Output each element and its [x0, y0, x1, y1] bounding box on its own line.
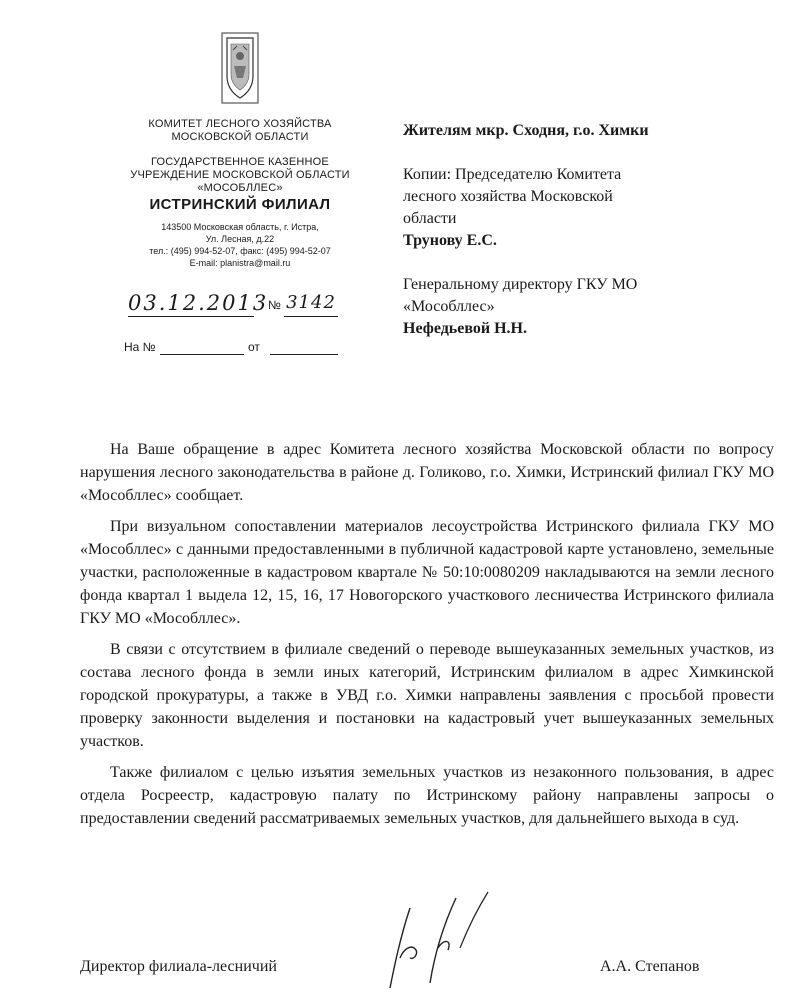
body-paragraph-3: В связи с отсутствием в филиале сведений о переводе вышеуказанных земельных участков, из состава лесного фонда в земли иных категорий, Истринским филиалом в адрес Химкинской городской прокуратуры, а также в УВД г.о. Химки направлены заявления с просьбой провести проверку законности выделения и постановки на кадастровый учет вышеуказанных земельных участков. — [80, 641, 774, 750]
branch-name: ИСТРИНСКИЙ ФИЛИАЛ — [149, 196, 331, 213]
phone-line: тел.: (495) 994-52-07, факс: (495) 994-52-07 — [149, 246, 331, 256]
institution-line-1: ГОСУДАРСТВЕННОЕ КАЗЕННОЕ — [151, 156, 329, 168]
handwritten-signature-icon — [360, 888, 510, 998]
registration-number: 3142 — [284, 290, 338, 317]
reference-line — [124, 340, 338, 356]
institution-line-2: УЧРЕЖДЕНИЕ МОСКОВСКОЙ ОБЛАСТИ — [130, 169, 350, 181]
director-line-1: Генеральному директору ГКУ МО — [403, 276, 638, 293]
committee-line-1: КОМИТЕТ ЛЕСНОГО ХОЗЯЙСТВА — [148, 118, 332, 130]
body-paragraph-4: Также филиалом с целью изъятия земельных участков из незаконного пользования, в адрес отдела Росреестр, кадастровую палату по Истринскому району направлены запросы о предоставлении сведений рассматриваемых земельных участков, для дальнейшего выхода в суд. — [80, 764, 774, 827]
director-name: Нефедьевой Н.Н. — [403, 320, 527, 337]
letterhead — [100, 32, 380, 269]
number-sign: № — [268, 298, 281, 312]
reference-number-blank — [160, 354, 244, 355]
copies-line-1: Копии: Председателю Комитета — [403, 166, 622, 183]
coat-of-arms-icon — [221, 32, 259, 104]
committee-line-2: МОСКОВСКОЙ ОБЛАСТИ — [171, 131, 309, 143]
copies-line-3: области — [403, 210, 457, 227]
institution-line-3: «МОСОБЛЛЕС» — [197, 182, 283, 194]
copies-name: Трунову Е.С. — [403, 232, 497, 249]
reference-date-blank — [270, 354, 338, 355]
addressee-residents: Жителям мкр. Сходня, г.о. Химки — [403, 122, 649, 139]
signatory-name: А.А. Степанов — [600, 958, 700, 975]
registration-line — [128, 290, 338, 318]
body-paragraph-1: На Ваше обращение в адрес Комитета лесного хозяйства Московской области по вопросу нарушения лесного законодательства в районе д. Голиково, г.о. Химки, Истринский филиал ГКУ МО «Мособллес» сообщает. — [80, 441, 774, 504]
letter-body — [80, 438, 774, 838]
reference-from-label: от — [248, 340, 260, 354]
email-line: E-mail: planistra@mail.ru — [189, 258, 291, 268]
director-line-2: «Мособллес» — [403, 298, 495, 315]
addressees — [403, 120, 783, 340]
director-block — [403, 274, 783, 340]
body-paragraph-2: При визуальном сопоставлении материалов лесоустройства Истринского филиала ГКУ МО «Мособллес» с данными предоставленными в публичной кадастровой карте установлено, земельные участки, расположенные в кадастровом квартале № 50:10:0080209 накладываются на земли лесного фонда квартал 1 выдела 12, 15, 16, 17 Новогорского участкового лесничества Истринского филиала ГКУ МО «Мособллес». — [80, 518, 774, 627]
reference-label: На № — [124, 340, 156, 354]
address-line-2: Ул. Лесная, д.22 — [205, 234, 275, 244]
signatory-title: Директор филиала-лесничий — [80, 958, 277, 975]
address-line-1: 143500 Московская область, г. Истра, — [161, 222, 319, 232]
copies-line-2: лесного хозяйства Московской — [403, 188, 613, 205]
copies-block — [403, 164, 783, 252]
branch-address — [100, 221, 380, 269]
registration-date: 03.12.2013 — [128, 291, 269, 315]
